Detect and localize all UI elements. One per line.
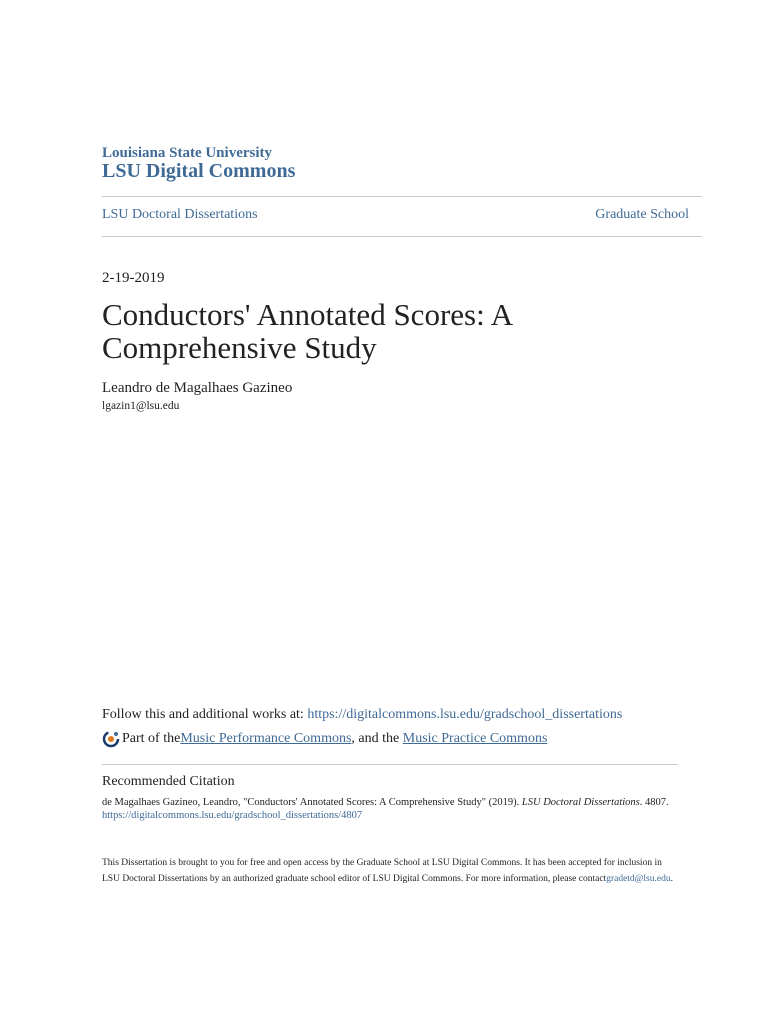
author-email: lgazin1@lsu.edu: [102, 400, 180, 412]
access-notice-line2-prefix: LSU Doctoral Dissertations by an authorized graduate school editor of LSU Digital Commons. For more information, please contact: [102, 874, 607, 884]
citation-suffix: . 4807.: [639, 797, 669, 808]
access-notice: [102, 855, 702, 887]
citation-prefix: de Magalhaes Gazineo, Leandro, "Conductors' Annotated Scores: A Comprehensive Study" (2019).: [102, 797, 522, 808]
divider-bottom: [102, 236, 702, 237]
citation-url-link[interactable]: https://digitalcommons.lsu.edu/gradschool_dissertations/4807: [102, 810, 363, 821]
graduate-school-link[interactable]: Graduate School: [595, 207, 689, 222]
divider-top: [102, 196, 702, 197]
author-name: Leandro de Magalhaes Gazineo: [102, 380, 293, 396]
access-notice-line2: [102, 871, 702, 887]
part-of-line: [102, 730, 547, 748]
part-of-middle: , and the: [351, 731, 403, 746]
series-link[interactable]: LSU Doctoral Dissertations: [102, 207, 258, 222]
divider-citation: [102, 764, 678, 765]
network-commons-icon: [102, 730, 120, 748]
publication-date: 2-19-2019: [102, 270, 165, 286]
repository-link[interactable]: LSU Digital Commons: [102, 160, 296, 182]
music-practice-commons-link[interactable]: Music Practice Commons: [402, 731, 548, 746]
part-of-prefix: Part of the: [122, 731, 181, 746]
access-notice-line2-suffix: .: [670, 874, 673, 884]
citation-series: LSU Doctoral Dissertations: [521, 797, 640, 808]
citation-heading: Recommended Citation: [102, 774, 235, 789]
follow-prefix: Follow this and additional works at:: [102, 707, 308, 722]
access-notice-line1: This Dissertation is brought to you for free and open access by the Graduate School at LSU Digital Commons. It has been accepted for inclusion in: [102, 858, 662, 868]
institution-link[interactable]: Louisiana State University: [102, 145, 273, 161]
contact-email-link[interactable]: gradetd@lsu.edu: [606, 874, 671, 884]
collection-url-link[interactable]: https://digitalcommons.lsu.edu/gradschool_dissertations: [307, 707, 623, 722]
follow-line: [102, 707, 622, 723]
citation-text: [102, 796, 702, 810]
document-title: Conductors' Annotated Scores: A Comprehensive Study: [102, 297, 512, 365]
music-performance-commons-link[interactable]: Music Performance Commons: [180, 731, 352, 746]
